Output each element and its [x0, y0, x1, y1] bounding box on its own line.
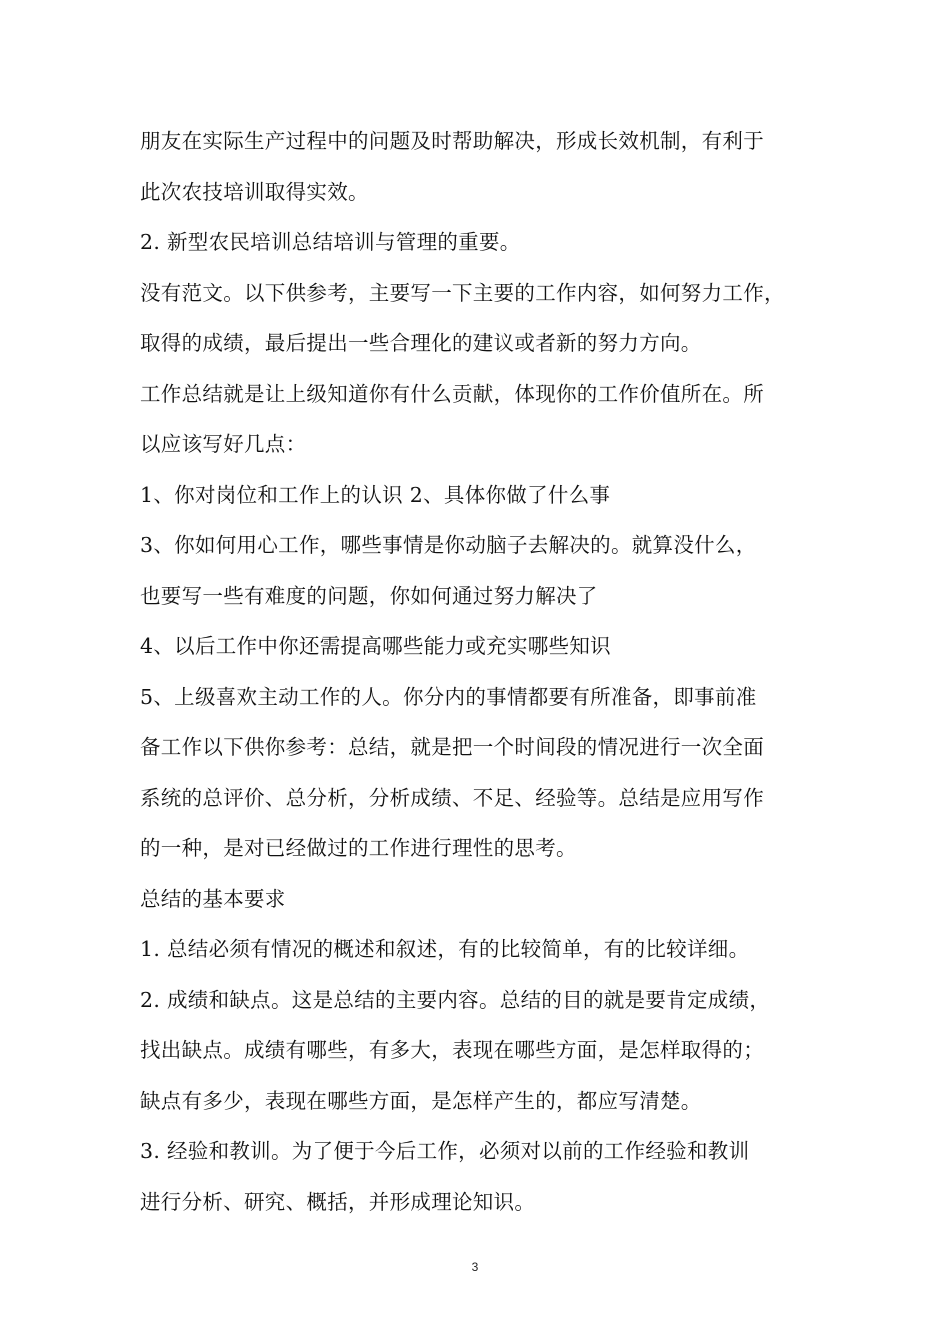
text-line: 找出缺点。成绩有哪些，有多大，表现在哪些方面，是怎样取得的；	[140, 1038, 764, 1062]
text-line: 缺点有多少，表现在哪些方面，是怎样产生的，都应写清楚。	[140, 1088, 702, 1113]
text-line: 没有范文。以下供参考，主要写一下主要的工作内容，如何努力工作，	[140, 280, 785, 305]
document-body	[140, 116, 820, 1227]
text-line: 3、你如何用心工作，哪些事情是你动脑子去解决的。就算没什么，	[140, 533, 757, 557]
text-line: 此次农技培训取得实效。	[140, 179, 369, 204]
text-line: 4、以后工作中你还需提高哪些能力或充实哪些知识	[140, 634, 611, 658]
text-line: 也要写一些有难度的问题，你如何通过努力解决了	[140, 583, 598, 608]
text-line: 2. 新型农民培训总结培训与管理的重要。	[140, 230, 521, 254]
page-number: 3	[471, 1260, 479, 1274]
text-line: 1、你对岗位和工作上的认识 2、具体你做了什么事	[140, 482, 611, 507]
text-line: 工作总结就是让上级知道你有什么贡献，体现你的工作价值所在。所	[140, 381, 764, 406]
section-heading: 总结的基本要求	[140, 886, 286, 911]
text-line: 5、上级喜欢主动工作的人。你分内的事情都要有所准备，即事前准	[140, 684, 757, 709]
text-line: 2. 成绩和缺点。这是总结的主要内容。总结的目的就是要肯定成绩，	[140, 987, 771, 1012]
text-line: 1. 总结必须有情况的概述和叙述，有的比较简单，有的比较详细。	[140, 937, 750, 961]
text-line: 的一种，是对已经做过的工作进行理性的思考。	[140, 836, 577, 860]
text-line: 以应该写好几点：	[140, 432, 307, 456]
text-line: 系统的总评价、总分析，分析成绩、不足、经验等。总结是应用写作	[140, 785, 764, 810]
text-line: 取得的成绩，最后提出一些合理化的建议或者新的努力方向。	[140, 331, 702, 355]
text-line: 3. 经验和教训。为了便于今后工作，必须对以前的工作经验和教训	[140, 1139, 750, 1163]
text-line: 备工作以下供你参考：总结，就是把一个时间段的情况进行一次全面	[140, 735, 764, 759]
text-line: 朋友在实际生产过程中的问题及时帮助解决，形成长效机制，有利于	[140, 129, 764, 153]
text-line: 进行分析、研究、概括，并形成理论知识。	[140, 1189, 536, 1214]
